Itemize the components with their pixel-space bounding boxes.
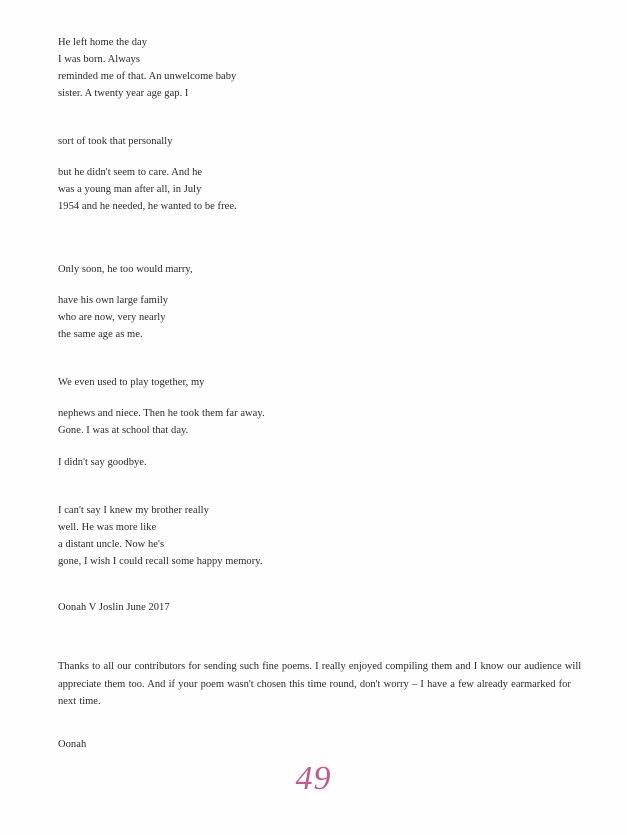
poem-line: have his own large family xyxy=(58,295,169,306)
poem-line: I can't say I knew my brother really xyxy=(58,505,209,516)
poem-line: was a young man after all, in July xyxy=(58,184,202,195)
poem-line: Only soon, he too would marry, xyxy=(58,264,193,275)
poem-line: the same age as me. xyxy=(58,329,143,340)
poem-line: well. He was more like xyxy=(58,522,157,533)
poem-line: reminded me of that. An unwelcome baby xyxy=(58,71,237,82)
page-number: 49 xyxy=(295,760,332,797)
poem-line: sort of took that personally xyxy=(58,136,173,147)
poem-line: Gone. I was at school that day. xyxy=(58,425,189,436)
poem-attribution: Oonah V Joslin June 2017 xyxy=(58,602,170,613)
poem-line: gone, I wish I could recall some happy memory. xyxy=(58,556,263,567)
poem-line: but he didn't seem to care. And he xyxy=(58,167,203,178)
poem-line: I was born. Always xyxy=(58,54,140,65)
poem-line: a distant uncle. Now he's xyxy=(58,539,165,550)
poem-line: who are now, very nearly xyxy=(58,312,166,323)
editor-note: Thanks to all our contributors for sending such fine poems. I really enjoyed compiling them and I know our audience will appreciate them too. And if your poem wasn't chosen this time round, don't worry – I have a few already earmarked for next time. xyxy=(58,661,582,707)
poem-line: nephews and niece. Then he took them far away. xyxy=(58,408,265,419)
poem-line: We even used to play together, my xyxy=(58,377,205,388)
poem-line: He left home the day xyxy=(58,37,148,48)
editor-signature: Oonah xyxy=(58,739,87,750)
poem-line: I didn't say goodbye. xyxy=(58,457,147,468)
poem-line: sister. A twenty year age gap. I xyxy=(58,88,189,99)
poem-line: 1954 and he needed, he wanted to be free. xyxy=(58,201,237,212)
